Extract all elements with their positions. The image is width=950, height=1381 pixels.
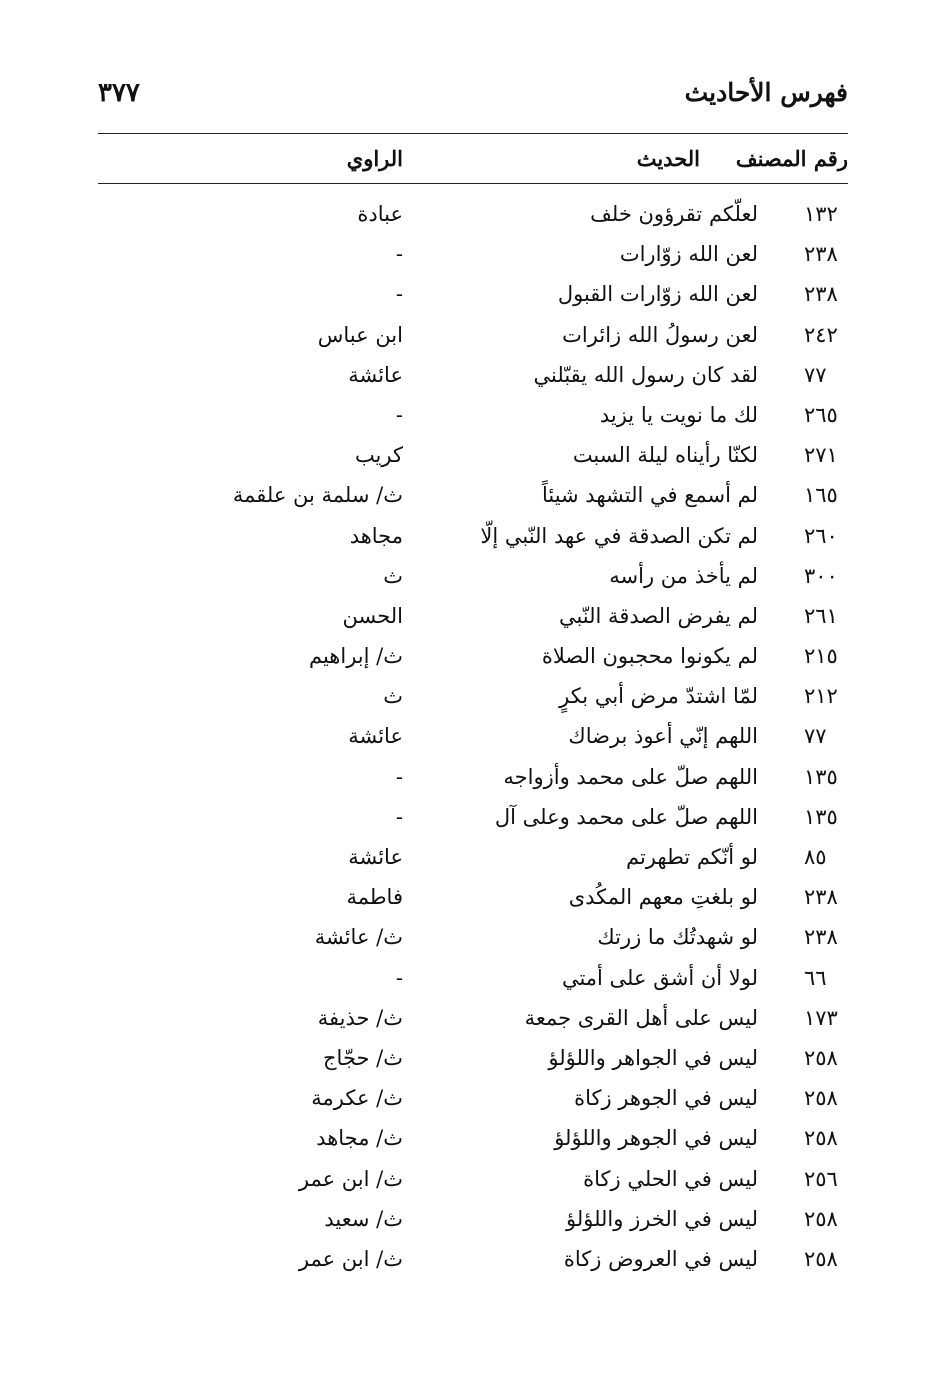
row-number: ٢٣٨: [804, 242, 838, 267]
row-hadith: لكنّا رأيناه ليلة السبت: [572, 443, 758, 468]
row-narrator: ث/ حذيفة: [317, 1005, 403, 1030]
table-row: [98, 437, 848, 477]
row-narrator: -: [395, 402, 403, 427]
table-header-rule: [98, 183, 848, 184]
row-narrator: -: [395, 242, 403, 267]
row-number: ١٣٥: [804, 764, 838, 789]
row-number: ٢٥٨: [804, 1126, 838, 1151]
running-title: فهرس الأحاديث: [684, 78, 848, 107]
row-number: ٢٣٨: [804, 925, 838, 950]
row-number: ١٧٣: [804, 1005, 838, 1030]
row-number: ٢٦٥: [804, 402, 838, 427]
table-row: [98, 1201, 848, 1241]
table-header: [98, 146, 848, 178]
row-hadith: ليس في الجواهر واللؤلؤ: [548, 1045, 758, 1070]
row-narrator: فاطمة: [346, 885, 403, 910]
row-narrator: عائشة: [348, 845, 403, 869]
row-hadith: لعن الله زوّارات: [619, 242, 758, 267]
row-number: ٢٥٦: [804, 1166, 838, 1191]
table-row: [98, 1040, 848, 1080]
table-row: [98, 477, 848, 517]
row-hadith: اللهم صلّ على محمد وعلى آل: [494, 804, 758, 829]
row-narrator: ث/ عكرمة: [311, 1086, 403, 1111]
row-number: ٢٦١: [804, 603, 838, 628]
table-row: [98, 960, 848, 1000]
row-number: ٢٤٢: [804, 322, 838, 347]
row-narrator: -: [395, 965, 403, 990]
row-narrator: ابن عباس: [317, 322, 403, 347]
row-number: ٢٥٨: [804, 1045, 838, 1070]
row-narrator: ث: [383, 684, 403, 709]
row-hadith: لم أسمع في التشهد شيئاً: [541, 483, 758, 508]
row-number: ٢٣٨: [804, 885, 838, 910]
row-number: ٣٠٠: [804, 563, 838, 588]
table-row: [98, 518, 848, 558]
table-row: [98, 638, 848, 678]
row-narrator: ث/ سلمة بن علقمة: [232, 483, 403, 508]
row-hadith: لم يكونوا محجبون الصلاة: [541, 644, 758, 669]
row-hadith: لم يأخذ من رأسه: [609, 563, 758, 588]
row-number: ٢٥٨: [804, 1206, 838, 1231]
row-narrator: -: [395, 804, 403, 829]
table-body: [98, 196, 848, 1281]
page-number: ٣٧٧: [98, 78, 140, 108]
row-narrator: -: [395, 282, 403, 307]
table-row: [98, 879, 848, 919]
row-hadith: ليس في الخرز واللؤلؤ: [565, 1206, 758, 1231]
column-header-narrator: الراوي: [346, 146, 403, 171]
row-narrator: ث/ ابن عمر: [298, 1246, 403, 1271]
table-row: [98, 598, 848, 638]
row-narrator: -: [395, 764, 403, 789]
row-number: ٧٧: [804, 362, 827, 387]
running-head: [98, 78, 848, 118]
table-row: [98, 919, 848, 959]
row-number: ٢٥٨: [804, 1246, 838, 1271]
row-number: ٢٥٨: [804, 1086, 838, 1111]
row-narrator: ث/ ابن عمر: [298, 1166, 403, 1191]
row-hadith: لو شهدتُك ما زرتك: [597, 925, 758, 950]
table-row: [98, 678, 848, 718]
row-narrator: الحسن: [342, 603, 403, 628]
row-narrator: ث: [383, 563, 403, 588]
row-narrator: ث/ حجّاج: [322, 1045, 403, 1070]
row-hadith: ليس في الجوهر واللؤلؤ: [554, 1126, 758, 1151]
row-hadith: لعن رسولُ الله زائرات: [562, 322, 758, 347]
row-number: ٢٦٠: [804, 523, 838, 548]
row-narrator: عائشة: [348, 362, 403, 387]
row-number: ١٣٢: [804, 202, 838, 226]
row-hadith: ليس على أهل القرى جمعة: [524, 1005, 758, 1030]
row-hadith: لعن الله زوّارات القبول: [557, 282, 758, 307]
table-row: [98, 799, 848, 839]
table-row: [98, 1000, 848, 1040]
table-row: [98, 317, 848, 357]
row-narrator: كريب: [354, 443, 403, 468]
row-number: ٨٥: [804, 845, 827, 869]
row-number: ٢١٢: [804, 684, 838, 709]
header-rule: [98, 133, 848, 134]
row-narrator: ث/ سعيد: [324, 1206, 403, 1231]
column-header-number: رقم المصنف: [735, 146, 848, 171]
row-number: ١٦٥: [804, 483, 838, 508]
row-number: ٦٦: [804, 965, 827, 990]
row-hadith: لو بلغتِ معهم المكُدى: [568, 885, 758, 910]
row-narrator: عائشة: [348, 724, 403, 749]
row-hadith: لمّا اشتدّ مرض أبي بكرٍ: [559, 684, 758, 709]
table-row: [98, 1120, 848, 1160]
row-hadith: لولا أن أشق على أمتي: [561, 965, 758, 990]
table-row: [98, 839, 848, 879]
row-number: ٢١٥: [804, 644, 838, 669]
row-narrator: عبادة: [357, 202, 403, 226]
row-narrator: ث/ إبراهيم: [308, 644, 403, 669]
table-row: [98, 1080, 848, 1120]
row-hadith: لعلّكم تقرؤون خلف: [590, 202, 758, 226]
table-row: [98, 759, 848, 799]
row-narrator: ث/ مجاهد: [316, 1126, 403, 1151]
row-hadith: ليس في الجوهر زكاة: [574, 1086, 758, 1111]
table-row: [98, 558, 848, 598]
row-hadith: لو أنّكم تطهرتم: [625, 845, 758, 869]
column-header-hadith: الحديث: [636, 146, 700, 171]
row-narrator: مجاهد: [349, 523, 403, 548]
row-hadith: اللهم صلّ على محمد وأزواجه: [503, 764, 758, 789]
row-hadith: ليس في العروض زكاة: [563, 1246, 758, 1271]
row-hadith: اللهم إنّي أعوذ برضاك: [568, 724, 758, 749]
row-number: ٧٧: [804, 724, 827, 749]
table-row: [98, 236, 848, 276]
row-number: ٢٧١: [804, 443, 838, 468]
table-row: [98, 276, 848, 316]
table-row: [98, 357, 848, 397]
row-hadith: لم تكن الصدقة في عهد النّبي إلّا: [480, 523, 758, 548]
row-hadith: لك ما نويت يا يزيد: [599, 402, 758, 427]
table-row: [98, 1161, 848, 1201]
table-row: [98, 397, 848, 437]
table-row: [98, 196, 848, 236]
row-narrator: ث/ عائشة: [314, 925, 403, 950]
row-number: ٢٣٨: [804, 282, 838, 307]
index-page: [98, 70, 848, 1330]
table-row: [98, 718, 848, 758]
row-hadith: ليس في الحلي زكاة: [583, 1166, 758, 1191]
row-hadith: لم يفرض الصدقة النّبي: [558, 603, 758, 628]
row-hadith: لقد كان رسول الله يقبّلني: [533, 362, 758, 387]
row-number: ١٣٥: [804, 804, 838, 829]
table-row: [98, 1241, 848, 1281]
